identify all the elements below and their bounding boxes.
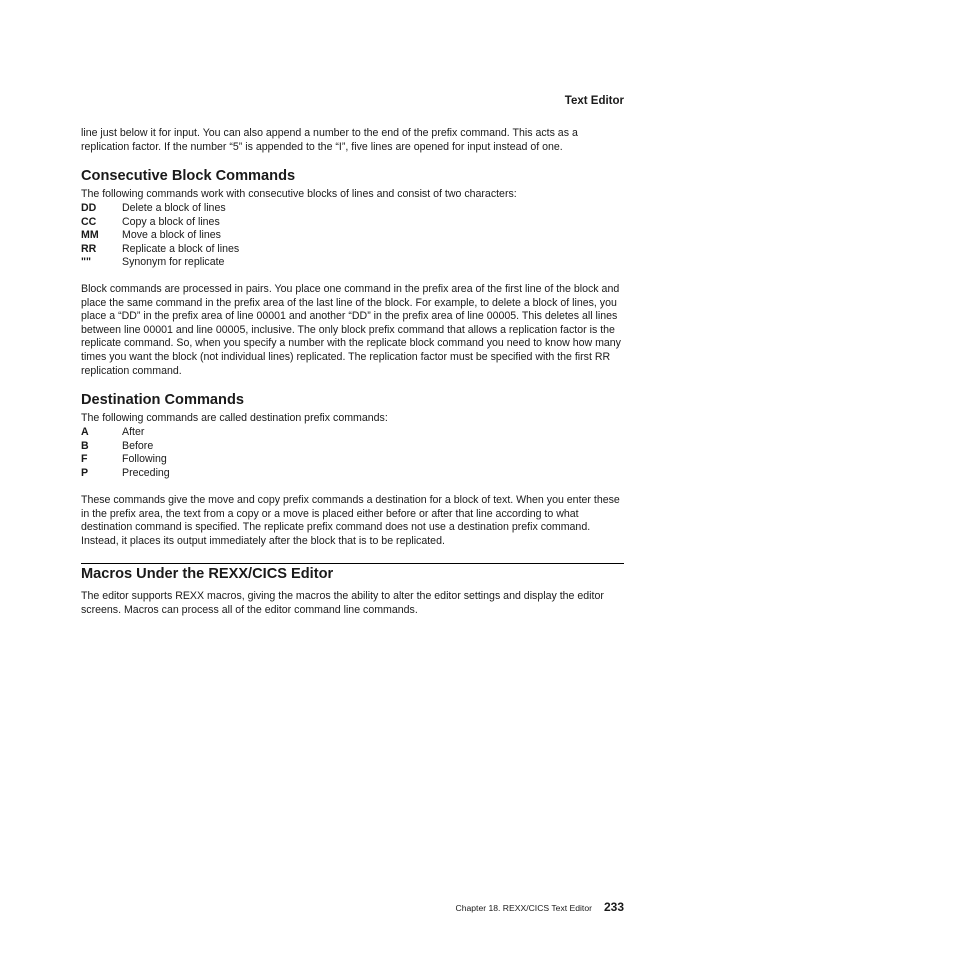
- command-term: A: [81, 426, 89, 438]
- command-term: RR: [81, 242, 97, 255]
- section-title-macros: Macros Under the REXX/CICS Editor: [81, 566, 334, 582]
- command-description: Replicate a block of lines: [122, 242, 240, 255]
- command-description: Before: [122, 439, 154, 452]
- section-title-destination-commands: Destination Commands: [81, 392, 244, 408]
- command-term: "": [81, 256, 92, 269]
- command-description: Delete a block of lines: [122, 202, 226, 214]
- consecutive-lead-text: The following commands work with consecutive blocks of lines and consist of two characters:: [81, 188, 517, 200]
- command-description: Preceding: [122, 466, 170, 479]
- command-term: CC: [81, 215, 97, 228]
- command-description: Copy a block of lines: [122, 215, 220, 228]
- destination-command-list: [81, 426, 624, 480]
- command-description: Move a block of lines: [122, 229, 221, 242]
- intro-paragraph: line just below it for input. You can also append a number to the end of the prefix command. This acts as a replication factor. If the number “5” is appended to the “I”, five lines are opened for input instead of one.: [81, 127, 578, 153]
- document-page: [81, 0, 624, 954]
- footer-chapter-title: Chapter 18. REXX/CICS Text Editor: [455, 903, 592, 913]
- command-term: DD: [81, 202, 97, 214]
- page-footer: [456, 900, 624, 914]
- section-divider: [81, 563, 624, 564]
- command-term: B: [81, 439, 89, 452]
- command-term: MM: [81, 229, 99, 242]
- command-description: Synonym for replicate: [122, 256, 225, 269]
- list-item: [81, 467, 624, 481]
- list-item: [81, 256, 624, 270]
- list-item: [81, 426, 624, 440]
- consecutive-paragraph: Block commands are processed in pairs. You place one command in the prefix area of the first line of the block and place the same command in the prefix area of the last line of the block. For example, to delete a block of lines, you place a “DD” in the prefix area of line 00001 and another “DD” in the prefix area of line 00005. This deletes all lines between line 00001 and line 00005, inclusive. The only block prefix command that allows a replication factor is the replicate command. So, when you specify a number with the replicate block command you need to know how many times you want the block (not individual lines) replicated. The replication factor must be specified with the first RR replication command.: [81, 283, 621, 377]
- consecutive-command-list: [81, 202, 624, 270]
- macros-paragraph: The editor supports REXX macros, giving the macros the ability to alter the editor settings and display the editor screens. Macros can process all of the editor command line commands.: [81, 590, 604, 616]
- section-title-consecutive-block-commands: Consecutive Block Commands: [81, 168, 296, 184]
- list-item: [81, 229, 624, 243]
- page-number: 233: [603, 900, 624, 914]
- list-item: [81, 243, 624, 257]
- list-item: [81, 453, 624, 467]
- command-description: Following: [122, 453, 167, 466]
- destination-paragraph: These commands give the move and copy prefix commands a destination for a block of text. When you enter these in the prefix area, the text from a copy or a move is placed either before or after that line according to what destination command is specified. The replicate prefix command does not use a destination prefix command. Instead, it places its output immediately after the block that is to be replicated.: [81, 494, 620, 547]
- running-header: Text Editor: [564, 95, 624, 107]
- list-item: [81, 440, 624, 454]
- list-item: [81, 216, 624, 230]
- command-term: P: [81, 466, 89, 479]
- destination-lead-text: The following commands are called destination prefix commands:: [81, 412, 388, 424]
- list-item: [81, 202, 624, 216]
- command-description: After: [122, 426, 145, 438]
- command-term: F: [81, 453, 88, 466]
